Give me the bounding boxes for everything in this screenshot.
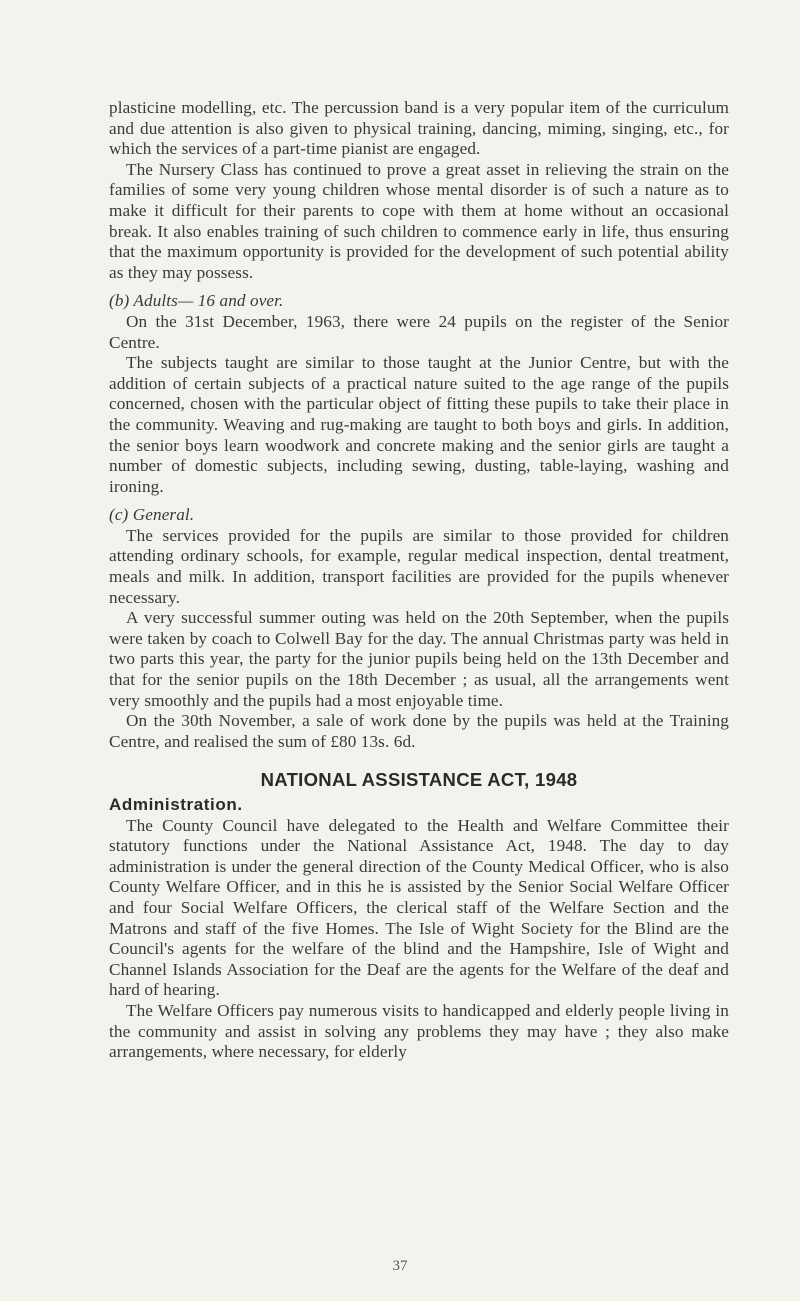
paragraph-nursery-curriculum: plasticine modelling, etc. The percussion band is a very popular item of the curriculum and due attention is also given to physical training, dancing, miming, singing, etc., for which the services of a part-time pianist are engaged. — [109, 98, 729, 159]
section-c-heading: (c) General. — [109, 505, 195, 525]
page-body — [109, 98, 729, 1063]
section-title: NATIONAL ASSISTANCE ACT, 1948 — [260, 769, 578, 791]
paragraph-general-sale: On the 30th November, a sale of work done by the pupils was held at the Training Centre, and realised the sum of £80 13s. 6d. — [109, 711, 729, 751]
paragraph-general-outing: A very successful summer outing was held on the 20th September, when the pupils were taken by coach to Colwell Bay for the day. The annual Christmas party was held in two parts this year, the party for the junior pupils being held on the 13th December and that for the senior pupils on the 18th December ; as usual, all the arrangements went very smoothly and the pupils had a most enjoyable time. — [109, 608, 729, 710]
section-b-heading: (b) Adults— 16 and over. — [109, 291, 284, 311]
paragraph-adults-register: On the 31st December, 1963, there were 24 pupils on the register of the Senior Centre. — [109, 311, 729, 352]
paragraph-nursery-class: The Nursery Class has continued to prove a great asset in relieving the strain on the families of some very young children whose mental disorder is of such a nature as to make it difficult for their parents to cope with them at home without an occasional break. It also enables training of such children to commence early in life, thus ensuring that the maximum opportunity is provided for the development of such potential ability as they may possess. — [109, 159, 729, 282]
paragraph-welfare-officers: The Welfare Officers pay numerous visits to handicapped and elderly people living in the community and assist in solving any problems they may have ; they also make arrangements, where necessary, for elderly — [109, 1000, 729, 1062]
paragraph-administration: The County Council have delegated to the Health and Welfare Committee their statutory functions under the National Assistance Act, 1948. The day to day administration is under the general direction of the County Medical Officer, who is also County Welfare Officer, and in this he is assisted by the Senior Social Welfare Officer and four Social Welfare Officers, the clerical staff of the Welfare Section and the Matrons and staff of the five Homes. The Isle of Wight Society for the Blind are the Council's agents for the welfare of the blind and the Hampshire, Isle of Wight and Channel Islands Association for the Deaf are the agents for the Welfare of the deaf and hard of hearing. — [109, 815, 729, 1000]
administration-heading: Administration. — [109, 795, 243, 814]
page-number: 37 — [392, 1258, 408, 1274]
paragraph-adults-subjects: The subjects taught are similar to those taught at the Junior Centre, but with the addition of certain subjects of a practical nature suited to the age range of the pupils concerned, chosen with the particular object of fitting these pupils to take their place in the community. Weaving and rug-making are taught to both boys and girls. In addition, the senior boys learn woodwork and concrete making and the senior girls are taught a number of domestic subjects, including sewing, dusting, table-laying, washing and ironing. — [109, 353, 729, 496]
paragraph-general-services: The services provided for the pupils are similar to those provided for children attending ordinary schools, for example, regular medical inspection, dental treatment, meals and milk. In addition, transport facilities are provided for the pupils whenever necessary. — [109, 525, 729, 607]
